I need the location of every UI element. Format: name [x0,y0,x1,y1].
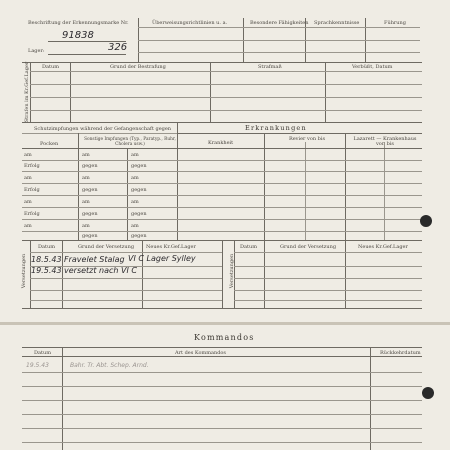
vers2-col-grund: Grund der Versetzung [280,244,337,250]
kommando-entry-1-art: Bahr. Tr. Abt. Schep. Arnd. [70,362,149,369]
punch-hole [420,215,432,227]
header-col-2: Besondere Fähigkeiten [250,20,309,26]
strafen-col-strafmass: Strafmaß [258,64,282,70]
vers-col-lager: Neues Kr.Gef.Lager [146,244,196,250]
punch-hole [422,387,434,399]
impf-row-4: Erfolg [24,187,40,193]
kommandos-title: Kommandos [194,333,255,342]
impf-row-1: am [24,152,32,158]
versetzungen2-side-label: Versetzungen [229,253,235,289]
fold-line [0,322,450,325]
vers-entry-2-grund: versetzt nach VI C [64,266,137,275]
vers-entry-1-grund: Fravelet Stalag [64,255,125,264]
vers-col-grund: Grund der Versetzung [78,244,135,250]
versetzungen-side-label: Versetzungen [21,253,27,289]
impfungen-col-sonstige: Sonstige Impfungen (Typ., Paratyp., Ruhr, Cholera usw.) [84,137,176,147]
impf-row-6: Erfolg [24,211,40,217]
impfungen-col-pocken: Pocken [40,141,59,147]
kommandos-col-art: Art des Kommandos [175,350,226,356]
strafen-col-datum: Datum [42,64,59,70]
impf-row-5: am [24,199,32,205]
kommando-entry-1-date: 19.5.43 [26,362,49,369]
impfungen-title: Schutzimpfungen während der Gefangenschaft gegen [34,126,172,132]
vers2-col-lager: Neues Kr.Gef.Lager [358,244,408,250]
impf-row-3: am [24,175,32,181]
nr-value: 91838 [62,30,94,41]
lager-value: 326 [108,42,128,53]
header-col-1: Überweisungsrichtlinien u. a. [152,20,228,26]
erkr-col-lazarett: Lazarett — Krankenhaus von bis [353,136,417,147]
impf-row-7: am [24,223,32,229]
header-col-3: Sprachkenntnisse [314,20,360,26]
lager-label: Lager: [28,48,45,54]
strafen-side-label: Strafen im Kr.Gef.Lager [24,61,30,123]
impf-row-2: Erfolg [24,163,40,169]
vers-col-datum: Datum [38,244,55,250]
erkr-col-revier: Revier von bis [288,136,326,142]
kommandos-col-rueckkehr: Rückkehrdatum [380,350,421,356]
prisoner-record-card: Beschriftung der Erkennungsmarke Nr. 91838 Lager: 326 Überweisungsrichtlinien u. a. Besondere Fähigkeiten Sprachkenntnisse Führung Strafen im Kr.Gef.Lager Datum Grund der Bestrafung Strafmaß Verbüßt, Datum Schutzimpfungen während der Gefangenschaft gegen Pocken Sonstige Impfungen (Typ., Paratyp., Ruhr, Cholera usw.) am am am Erfolg gegen gegen am am am Erfolg gegen gegen am am am Erfolg gegen gegen am am am gegen gegen Erkrankungen Krankheit Revier von bis Lazarett — Krankenhaus von bis Versetzungen Datum Grund der Versetzung Neues Kr.Gef.Lager 18.5.43 Fravelet Stalag VI C Lager Sylley 19.5.43 versetzt nach VI C Versetzungen Datum Grund der Versetzung Neues Kr.Gef.Lager Kommandos Datum Art des Kommandos Rückkehrdatum 19.5.43 Bahr. Tr. Abt. Schep. Arnd. [0,0,450,450]
vers-entry-2-date: 19.5.43 [31,266,62,275]
strafen-col-verbuesst: Verbüßt, Datum [352,64,393,70]
vers2-col-datum: Datum [240,244,257,250]
erkrankungen-title: Erkrankungen [245,124,307,132]
vers-entry-1-date: 18.5.43 [31,255,62,264]
erkr-col-krankheit: Krankheit [208,140,234,146]
kommandos-col-datum: Datum [34,350,51,356]
strafen-col-grund: Grund der Bestrafung [110,64,166,70]
nr-label: Beschriftung der Erkennungsmarke Nr. [28,20,129,26]
vers-entry-1-lager: VI C Lager Sylley [128,254,196,263]
header-col-4: Führung [384,20,406,26]
